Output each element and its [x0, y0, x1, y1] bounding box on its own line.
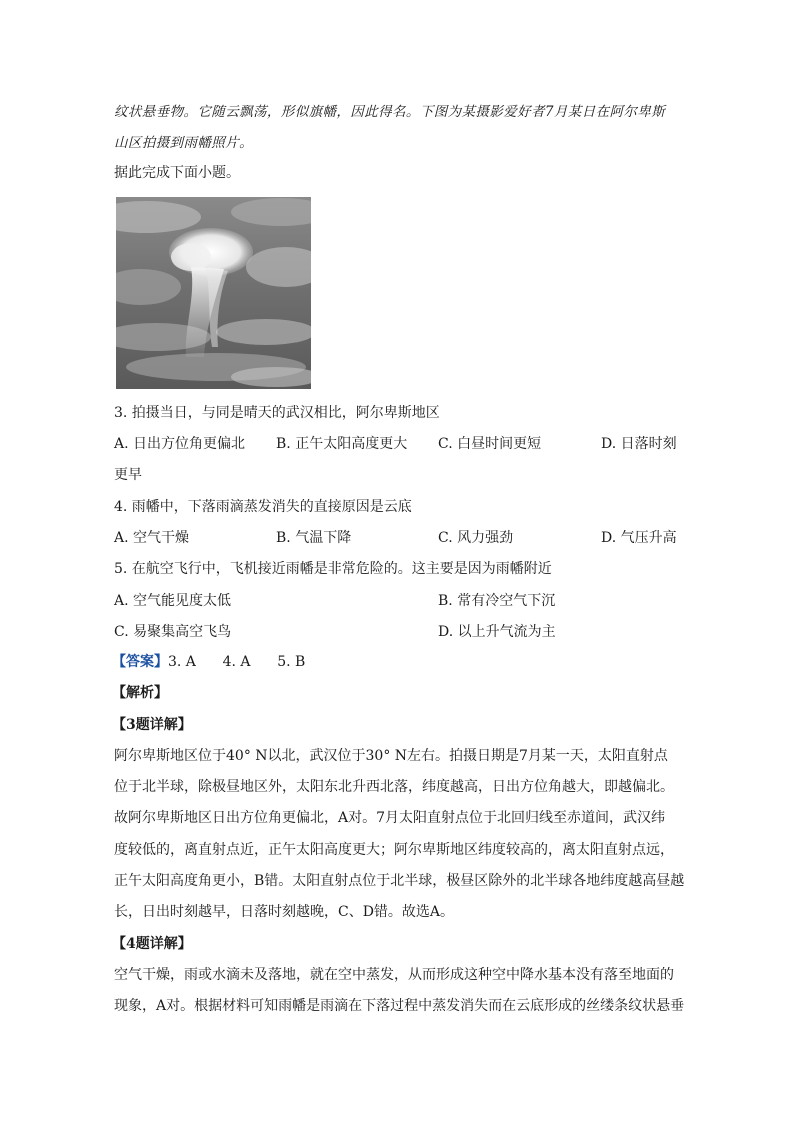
detail3-line: 度较低的，离直射点近，正午太阳高度更大；阿尔卑斯地区纬度较高的，离太阳直射点远， — [114, 842, 674, 858]
answer-text: 3. A 4. A 5. B — [168, 654, 306, 670]
q4-option-b: B. 气温下降 — [276, 530, 352, 546]
q5-option-b: B. 常有冷空气下沉 — [438, 593, 556, 609]
q3-option-a: A. 日出方位角更偏北 — [114, 436, 246, 452]
q4-option-d: D. 气压升高 — [601, 530, 677, 546]
virga-photo — [116, 197, 311, 389]
answer-tag: 【答案】 — [112, 654, 168, 670]
q4-option-c: C. 风力强劲 — [438, 530, 514, 546]
answer-line — [112, 652, 305, 672]
q5-option-d: D. 以上升气流为主 — [438, 624, 556, 640]
detail3-line: 阿尔卑斯地区位于40° N以北，武汉位于30° N左右。拍摄日期是7月某一天，太阳直射点 — [114, 748, 668, 764]
detail4-tag: 【4题详解】 — [112, 936, 192, 952]
q4-stem: 4. 雨幡中，下落雨滴蒸发消失的直接原因是云底 — [114, 499, 412, 515]
q3-option-d: D. 日落时刻 — [601, 436, 677, 452]
q4-option-a: A. 空气干燥 — [114, 530, 190, 546]
q5-stem: 5. 在航空飞行中，飞机接近雨幡是非常危险的。这主要是因为雨幡附近 — [114, 561, 552, 577]
q3-option-d-continued: 更早 — [114, 467, 142, 483]
q5-option-c: C. 易聚集高空飞鸟 — [114, 624, 232, 640]
q3-stem: 3. 拍摄当日，与同是晴天的武汉相比，阿尔卑斯地区 — [114, 405, 440, 421]
intro-line-2: 山区拍摄到雨幡照片。 — [114, 135, 253, 151]
detail3-line: 故阿尔卑斯地区日出方位角更偏北，A对。7月太阳直射点位于北回归线至赤道间，武汉纬 — [114, 810, 666, 826]
q5-option-a: A. 空气能见度太低 — [114, 593, 232, 609]
intro-line-1: 纹状悬垂物。它随云飘荡，形似旗幡，因此得名。下图为某摄影爱好者7月某日在阿尔卑斯 — [114, 104, 666, 120]
detail3-tag: 【3题详解】 — [112, 717, 192, 733]
detail3-line: 正午太阳高度角更小，B错。太阳直射点位于北半球，极昼区除外的北半球各地纬度越高昼越 — [114, 873, 685, 889]
q3-option-b: B. 正午太阳高度更大 — [276, 436, 408, 452]
analysis-tag: 【解析】 — [112, 685, 168, 701]
detail3-line: 位于北半球，除极昼地区外，太阳东北升西北落，纬度越高，日出方位角越大，即越偏北。 — [114, 779, 674, 795]
detail4-line: 现象，A对。根据材料可知雨幡是雨滴在下落过程中蒸发消失而在云底形成的丝缕条纹状悬垂 — [114, 998, 685, 1014]
intro-instruction: 据此完成下面小题。 — [114, 165, 240, 181]
detail4-line: 空气干燥，雨或水滴未及落地，就在空中蒸发，从而形成这种空中降水基本没有落至地面的 — [114, 967, 674, 983]
detail3-line: 长，日出时刻越早，日落时刻越晚，C、D错。故选A。 — [114, 904, 455, 920]
q3-option-c: C. 白昼时间更短 — [438, 436, 542, 452]
